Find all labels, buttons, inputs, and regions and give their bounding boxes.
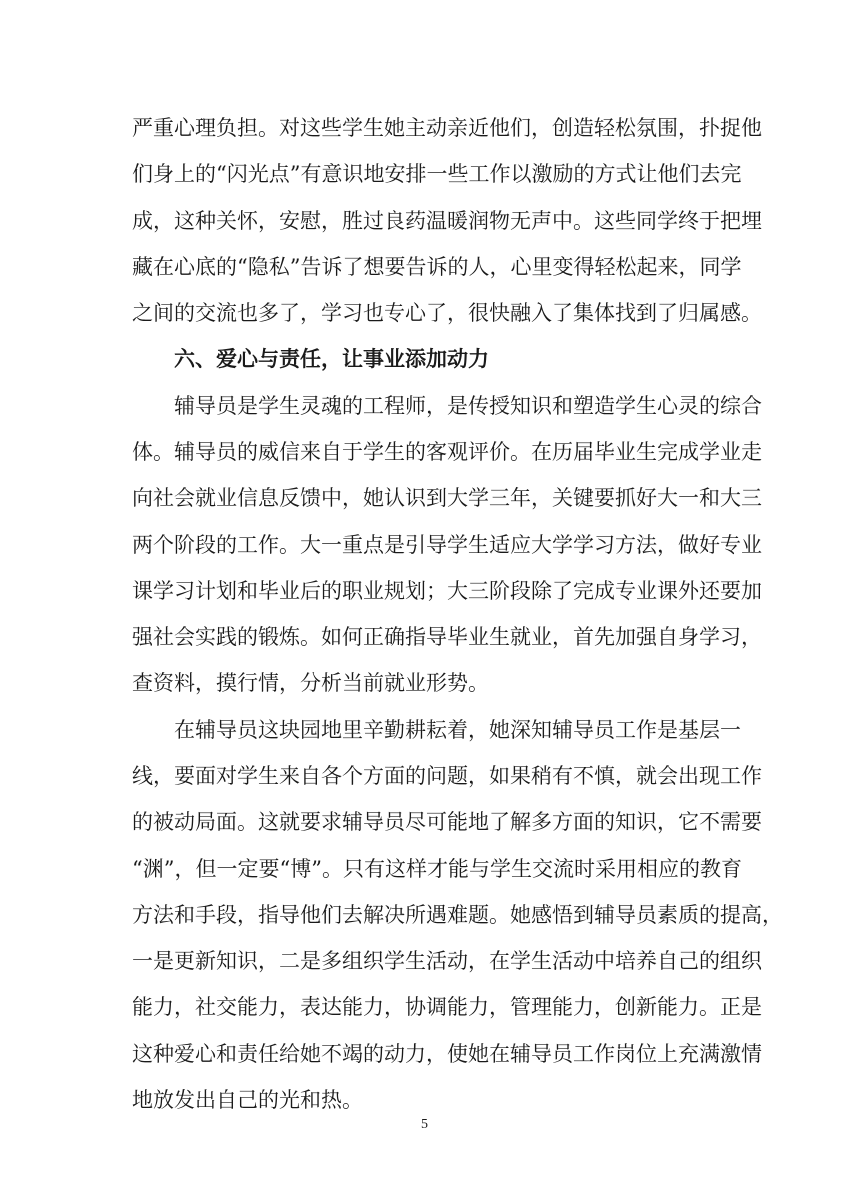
paragraph-3-line-4: “渊”，但一定要“博”。只有这样才能与学生交流时采用相应的教育 (132, 856, 742, 881)
paragraph-1-line-4: 藏在心底的“隐私”告诉了想要告诉的人，心里变得轻松起来，同学 (132, 254, 742, 279)
paragraph-2-line-6: 强社会实践的锻炼。如何正确指导毕业生就业，首先加强自身学习， (132, 625, 762, 650)
paragraph-1-line-2: 们身上的“闪光点”有意识地安排一些工作以激励的方式让他们去完 (132, 162, 742, 187)
paragraph-1-line-5: 之间的交流也多了，学习也专心了，很快融入了集体找到了归属感。 (132, 301, 762, 326)
paragraph-2-line-5: 课学习计划和毕业后的职业规划；大三阶段除了完成专业课外还要加 (132, 578, 762, 603)
paragraph-2-line-1: 辅导员是学生灵魂的工程师，是传授知识和塑造学生心灵的综合 (174, 393, 762, 418)
paragraph-3-line-7: 能力，社交能力，表达能力，协调能力，管理能力，创新能力。正是 (132, 995, 762, 1020)
paragraph-3-line-8: 这种爱心和责任给她不竭的动力，使她在辅导员工作岗位上充满激情 (132, 1041, 762, 1066)
paragraph-1-line-1: 严重心理负担。对这些学生她主动亲近他们，创造轻松氛围，扑捉他 (132, 116, 762, 140)
page-number: 5 (421, 1117, 428, 1132)
paragraph-3-line-6: 一是更新知识，二是多组织学生活动，在学生活动中培养自己的组织 (132, 949, 762, 974)
paragraph-2-line-4: 两个阶段的工作。大一重点是引导学生适应大学学习方法，做好专业 (132, 532, 762, 557)
paragraph-3-line-1: 在辅导员这块园地里辛勤耕耘着，她深知辅导员工作是基层一 (174, 717, 741, 742)
section-heading: 六、爱心与责任，让事业添加动力 (174, 346, 489, 372)
paragraph-3-line-3: 的被动局面。这就要求辅导员尽可能地了解多方面的知识，它不需要 (132, 810, 762, 835)
paragraph-2-line-3: 向社会就业信息反馈中，她认识到大学三年，关键要抓好大一和大三 (132, 486, 762, 511)
paragraph-2-line-2: 体。辅导员的威信来自于学生的客观评价。在历届毕业生完成学业走 (132, 440, 762, 464)
paragraph-1-line-3: 成，这种关怀，安慰，胜过良药温暖润物无声中。这些同学终于把埋 (132, 208, 762, 233)
paragraph-3-line-2: 线，要面对学生来自各个方面的问题，如果稍有不慎，就会出现工作 (132, 764, 762, 788)
paragraph-3-line-5: 方法和手段，指导他们去解决所遇难题。她感悟到辅导员素质的提高， (132, 902, 783, 927)
paragraph-3-line-9: 地放发出自己的光和热。 (132, 1088, 363, 1112)
paragraph-2-line-7: 查资料，摸行情，分析当前就业形势。 (132, 671, 489, 696)
